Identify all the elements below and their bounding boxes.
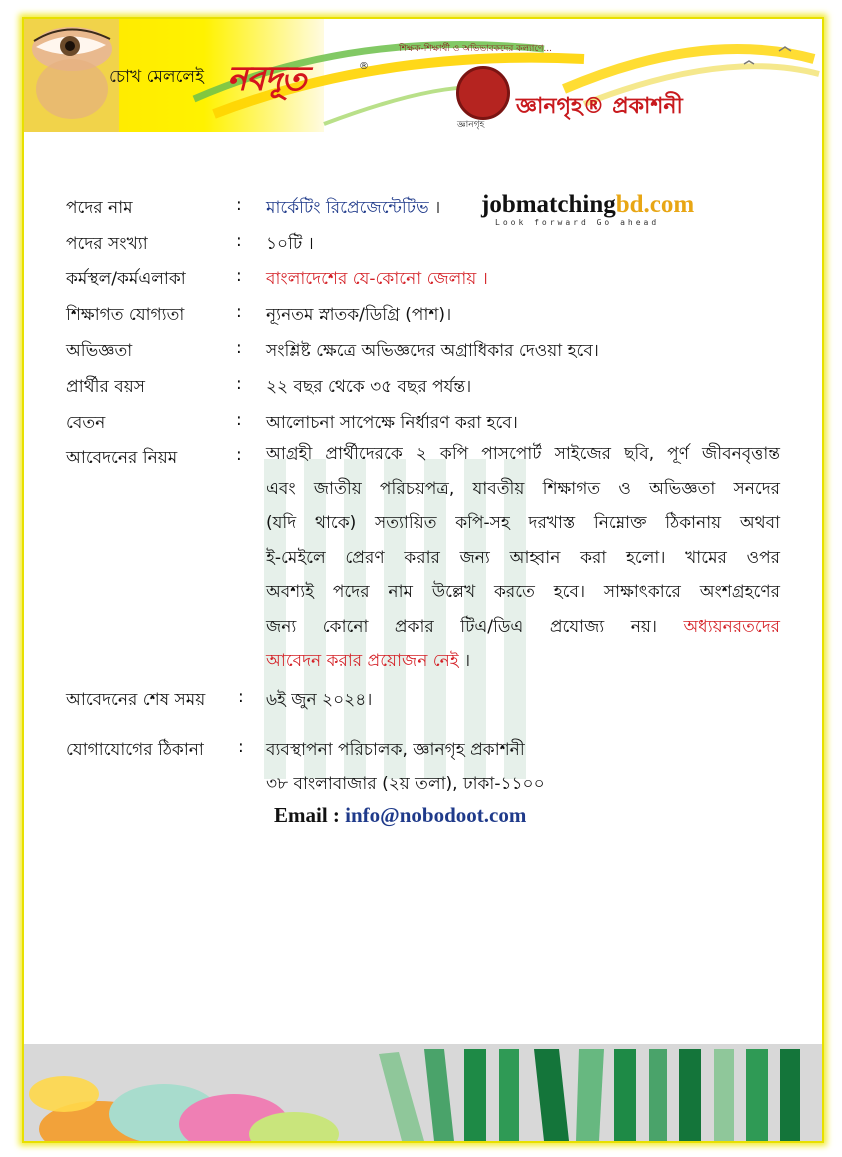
field-label: অভিজ্ঞতা (66, 341, 133, 361)
email-address-link[interactable]: info@nobodoot.com (345, 803, 527, 827)
field-colon: : (236, 374, 242, 394)
field-label: কর্মস্থল/কর্মএলাকা (66, 269, 186, 289)
field-colon: : (236, 231, 242, 251)
watermark-tagline: Look forward Go ahead (495, 218, 660, 227)
rules-line: ই-মেইলে প্রেরণ করার জন্য আহ্বান করা হলো। খামের ওপর (266, 547, 780, 568)
field-colon: : (236, 302, 242, 322)
footer-art (24, 1044, 822, 1141)
rules-line: আগ্রহী প্রার্থীদেরকে ২ কপি পাসপোর্ট সাইজের ছবি, পূর্ণ জীবনবৃত্তান্ত (266, 444, 780, 464)
field-label: পদের নাম (66, 198, 133, 218)
page-frame (22, 17, 824, 1143)
salary-value: আলোচনা সাপেক্ষে নির্ধারণ করা হবে। (266, 413, 518, 433)
age-value: ২২ বছর থেকে ৩৫ বছর পর্যন্ত। (266, 377, 472, 397)
rules-text: জন্য কোনো প্রকার টিএ/ডিএ প্রযোজ্য নয়। (266, 616, 657, 637)
vacancies-value: ১০টি । (266, 234, 314, 254)
field-label: শিক্ষাগত যোগ্যতা (66, 305, 185, 325)
post-name-value: মার্কেটিং রিপ্রেজেন্টেটিভ (266, 198, 429, 218)
field-colon: : (236, 410, 242, 430)
contact-address-value: ব্যবস্থাপনা পরিচালক, জ্ঞানগৃহ প্রকাশনী (266, 740, 525, 760)
field-label: যোগাযোগের ঠিকানা (66, 740, 204, 760)
post-name-suffix: । (434, 198, 441, 218)
field-label: পদের সংখ্যা (66, 234, 148, 254)
workplace-value: বাংলাদেশের যে-কোনো জেলায় । (266, 269, 488, 289)
rules-end: । (458, 651, 471, 671)
deadline-value: ৬ই জুন ২০২৪। (266, 690, 373, 710)
field-colon: : (238, 687, 244, 707)
registered-mark: ® (359, 61, 369, 72)
experience-value: সংশ্লিষ্ট ক্ষেত্রে অভিজ্ঞদের অগ্রাধিকার দেওয়া হবে। (266, 341, 599, 361)
watermark-main: jobmatching (481, 191, 616, 218)
field-colon: : (236, 195, 242, 215)
field-colon: : (238, 737, 244, 757)
education-value: ন্যূনতম স্নাতক/ডিগ্রি (পাশ)। (266, 305, 452, 325)
email-line (274, 803, 526, 828)
rules-line-6 (266, 610, 780, 645)
address-line-2: ৩৮ বাংলাবাজার (২য় তলা), ঢাকা-১১০০ (266, 774, 545, 794)
rules-line: (যদি থাকে) সত্যায়িত কপি-সহ দরখাস্ত নিম্নোক্ত ঠিকানায় অথবা (266, 513, 780, 533)
footer-decoration (24, 1044, 822, 1141)
nobodoot-logo: নবদূত (227, 59, 306, 99)
field-colon: : (236, 445, 242, 465)
header-slogan: চোখ মেললেই (109, 67, 204, 87)
publisher-name: জ্ঞানগৃহ® প্রকাশনী (516, 94, 683, 119)
field-label: বেতন (66, 413, 106, 433)
publisher-emblem-label: জ্ঞানগৃহ (457, 120, 485, 130)
rules-red-text: অধ্যয়নরতদের (683, 616, 781, 637)
email-label: Email : (274, 803, 346, 827)
rules-red-text: আবেদন করার প্রয়োজন নেই (266, 651, 459, 671)
job-circular-body (24, 19, 822, 1141)
field-label: আবেদনের শেষ সময় (66, 690, 206, 710)
rules-line-7 (266, 644, 780, 679)
field-label: প্রার্থীর বয়স (66, 377, 145, 397)
application-rules-paragraph (266, 437, 780, 679)
rules-line: অবশ্যই পদের নাম উল্লেখ করতে হবে। সাক্ষাৎকারে অংশগ্রহণের (266, 582, 780, 602)
watermark-domain: bd.com (615, 191, 695, 218)
field-label: আবেদনের নিয়ম (66, 448, 178, 468)
field-colon: : (236, 338, 242, 358)
header-tagline: শিক্ষক-শিক্ষার্থী ও অভিভাবকদের কল্যাণে... (399, 44, 553, 54)
rules-line: এবং জাতীয় পরিচয়পত্র, যাবতীয় শিক্ষাগত ও অভিজ্ঞতা সনদের (266, 478, 780, 499)
field-colon: : (236, 266, 242, 286)
